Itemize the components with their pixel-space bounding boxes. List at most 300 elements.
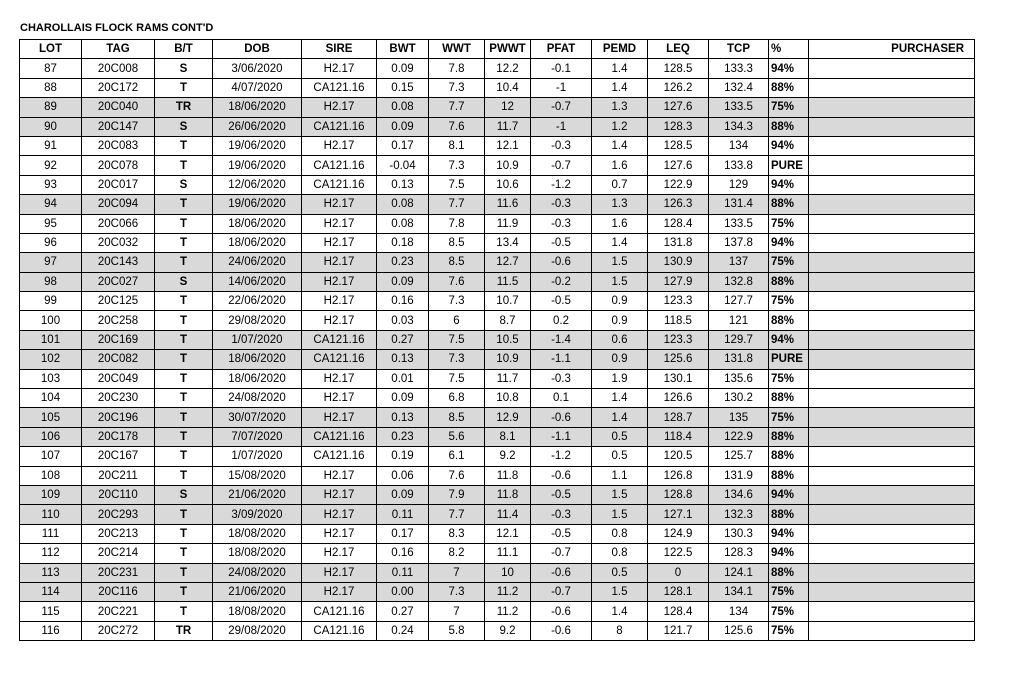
tag-cell: 20C231 <box>82 563 155 582</box>
pwwt-cell: 12 <box>485 98 531 117</box>
percent-cell: 75% <box>769 253 809 272</box>
dob-cell: 29/08/2020 <box>213 311 302 330</box>
pfat-cell: -0.7 <box>531 156 592 175</box>
wwt-cell: 8.5 <box>429 408 485 427</box>
tag-cell: 20C147 <box>82 117 155 136</box>
tcp-cell: 134 <box>709 602 769 621</box>
wwt-cell: 7.7 <box>429 505 485 524</box>
purchaser-cell <box>809 524 975 543</box>
tag-cell: 20C178 <box>82 427 155 446</box>
bt-cell: T <box>155 311 213 330</box>
table-row <box>20 233 975 252</box>
pemd-cell: 1.1 <box>592 466 648 485</box>
wwt-cell: 7.6 <box>429 117 485 136</box>
sire-cell: H2.17 <box>302 59 377 78</box>
pemd-cell: 1.3 <box>592 98 648 117</box>
lot-cell: 109 <box>20 485 82 504</box>
percent-cell: 88% <box>769 78 809 97</box>
bt-cell: T <box>155 253 213 272</box>
pfat-cell: -0.7 <box>531 98 592 117</box>
tcp-cell: 132.4 <box>709 78 769 97</box>
pemd-cell: 1.4 <box>592 602 648 621</box>
pfat-cell: -0.5 <box>531 292 592 311</box>
wwt-cell: 6.8 <box>429 389 485 408</box>
column-header-sire: SIRE <box>302 40 377 59</box>
wwt-cell: 7.6 <box>429 272 485 291</box>
sire-cell: CA121.16 <box>302 447 377 466</box>
tag-cell: 20C094 <box>82 195 155 214</box>
pemd-cell: 1.5 <box>592 485 648 504</box>
pfat-cell: -0.3 <box>531 369 592 388</box>
leq-cell: 128.4 <box>648 602 709 621</box>
purchaser-cell <box>809 117 975 136</box>
bwt-cell: 0.08 <box>377 98 429 117</box>
pwwt-cell: 11.7 <box>485 369 531 388</box>
sire-cell: H2.17 <box>302 233 377 252</box>
column-header-pemd: PEMD <box>592 40 648 59</box>
lot-cell: 100 <box>20 311 82 330</box>
table-row <box>20 156 975 175</box>
bwt-cell: 0.24 <box>377 621 429 640</box>
dob-cell: 1/07/2020 <box>213 330 302 349</box>
pwwt-cell: 12.1 <box>485 136 531 155</box>
pemd-cell: 1.4 <box>592 59 648 78</box>
bwt-cell: 0.17 <box>377 136 429 155</box>
wwt-cell: 7.6 <box>429 466 485 485</box>
leq-cell: 127.6 <box>648 98 709 117</box>
table-row <box>20 466 975 485</box>
sire-cell: H2.17 <box>302 311 377 330</box>
tcp-cell: 129 <box>709 175 769 194</box>
wwt-cell: 6 <box>429 311 485 330</box>
tcp-cell: 131.9 <box>709 466 769 485</box>
tag-cell: 20C272 <box>82 621 155 640</box>
dob-cell: 24/08/2020 <box>213 389 302 408</box>
tcp-cell: 130.2 <box>709 389 769 408</box>
leq-cell: 120.5 <box>648 447 709 466</box>
sire-cell: H2.17 <box>302 466 377 485</box>
sire-cell: CA121.16 <box>302 78 377 97</box>
purchaser-cell <box>809 175 975 194</box>
tag-cell: 20C167 <box>82 447 155 466</box>
dob-cell: 21/06/2020 <box>213 485 302 504</box>
purchaser-cell <box>809 621 975 640</box>
pwwt-cell: 13.4 <box>485 233 531 252</box>
column-header-pwwt: PWWT <box>485 40 531 59</box>
tag-cell: 20C211 <box>82 466 155 485</box>
dob-cell: 7/07/2020 <box>213 427 302 446</box>
percent-cell: 88% <box>769 427 809 446</box>
tag-cell: 20C027 <box>82 272 155 291</box>
dob-cell: 18/06/2020 <box>213 233 302 252</box>
dob-cell: 26/06/2020 <box>213 117 302 136</box>
table-row <box>20 98 975 117</box>
bwt-cell: 0.11 <box>377 505 429 524</box>
bwt-cell: -0.04 <box>377 156 429 175</box>
percent-cell: 75% <box>769 408 809 427</box>
leq-cell: 128.7 <box>648 408 709 427</box>
bt-cell: T <box>155 544 213 563</box>
lot-cell: 107 <box>20 447 82 466</box>
dob-cell: 24/06/2020 <box>213 253 302 272</box>
pwwt-cell: 11.8 <box>485 466 531 485</box>
bt-cell: T <box>155 330 213 349</box>
bt-cell: T <box>155 292 213 311</box>
sire-cell: H2.17 <box>302 272 377 291</box>
leq-cell: 122.9 <box>648 175 709 194</box>
tcp-cell: 127.7 <box>709 292 769 311</box>
tcp-cell: 130.3 <box>709 524 769 543</box>
pwwt-cell: 10.9 <box>485 156 531 175</box>
percent-cell: 75% <box>769 369 809 388</box>
wwt-cell: 7.3 <box>429 292 485 311</box>
pwwt-cell: 10.7 <box>485 292 531 311</box>
bwt-cell: 0.06 <box>377 466 429 485</box>
purchaser-cell <box>809 233 975 252</box>
sire-cell: H2.17 <box>302 214 377 233</box>
pwwt-cell: 11.1 <box>485 544 531 563</box>
sire-cell: H2.17 <box>302 505 377 524</box>
pfat-cell: -1.1 <box>531 427 592 446</box>
percent-cell: 88% <box>769 563 809 582</box>
sire-cell: H2.17 <box>302 389 377 408</box>
column-header-bt: B/T <box>155 40 213 59</box>
sire-cell: H2.17 <box>302 195 377 214</box>
percent-cell: 88% <box>769 447 809 466</box>
pwwt-cell: 11.7 <box>485 117 531 136</box>
sire-cell: H2.17 <box>302 98 377 117</box>
sire-cell: H2.17 <box>302 408 377 427</box>
sire-cell: CA121.16 <box>302 602 377 621</box>
tag-cell: 20C143 <box>82 253 155 272</box>
tcp-cell: 133.8 <box>709 156 769 175</box>
sire-cell: CA121.16 <box>302 350 377 369</box>
bt-cell: TR <box>155 98 213 117</box>
tag-cell: 20C017 <box>82 175 155 194</box>
lot-cell: 115 <box>20 602 82 621</box>
leq-cell: 130.1 <box>648 369 709 388</box>
dob-cell: 3/09/2020 <box>213 505 302 524</box>
sire-cell: H2.17 <box>302 136 377 155</box>
lot-cell: 110 <box>20 505 82 524</box>
sire-cell: H2.17 <box>302 524 377 543</box>
bwt-cell: 0.03 <box>377 311 429 330</box>
tag-cell: 20C221 <box>82 602 155 621</box>
bwt-cell: 0.27 <box>377 330 429 349</box>
pemd-cell: 1.5 <box>592 505 648 524</box>
table-row <box>20 136 975 155</box>
dob-cell: 4/07/2020 <box>213 78 302 97</box>
tcp-cell: 131.8 <box>709 350 769 369</box>
percent-cell: PURE <box>769 350 809 369</box>
pwwt-cell: 9.2 <box>485 447 531 466</box>
pfat-cell: -1.4 <box>531 330 592 349</box>
table-row <box>20 78 975 97</box>
wwt-cell: 8.1 <box>429 136 485 155</box>
column-header-pfat: PFAT <box>531 40 592 59</box>
tag-cell: 20C008 <box>82 59 155 78</box>
dob-cell: 1/07/2020 <box>213 447 302 466</box>
sire-cell: H2.17 <box>302 292 377 311</box>
wwt-cell: 7.5 <box>429 369 485 388</box>
tcp-cell: 134.1 <box>709 582 769 601</box>
column-header-bwt: BWT <box>377 40 429 59</box>
leq-cell: 127.6 <box>648 156 709 175</box>
lot-cell: 94 <box>20 195 82 214</box>
leq-cell: 130.9 <box>648 253 709 272</box>
table-header-row <box>20 40 975 59</box>
percent-cell: 94% <box>769 544 809 563</box>
tcp-cell: 121 <box>709 311 769 330</box>
pfat-cell: -1 <box>531 117 592 136</box>
bwt-cell: 0.16 <box>377 292 429 311</box>
lot-cell: 88 <box>20 78 82 97</box>
wwt-cell: 7.3 <box>429 78 485 97</box>
lot-cell: 116 <box>20 621 82 640</box>
pwwt-cell: 10.5 <box>485 330 531 349</box>
wwt-cell: 5.6 <box>429 427 485 446</box>
purchaser-cell <box>809 582 975 601</box>
table-row <box>20 330 975 349</box>
pfat-cell: -0.5 <box>531 233 592 252</box>
tag-cell: 20C214 <box>82 544 155 563</box>
tcp-cell: 125.6 <box>709 621 769 640</box>
table-row <box>20 350 975 369</box>
table-row <box>20 427 975 446</box>
sire-cell: CA121.16 <box>302 330 377 349</box>
dob-cell: 18/06/2020 <box>213 350 302 369</box>
percent-cell: 75% <box>769 602 809 621</box>
pwwt-cell: 10.8 <box>485 389 531 408</box>
wwt-cell: 6.1 <box>429 447 485 466</box>
bwt-cell: 0.01 <box>377 369 429 388</box>
bwt-cell: 0.09 <box>377 117 429 136</box>
table-row <box>20 563 975 582</box>
lot-cell: 98 <box>20 272 82 291</box>
lot-cell: 99 <box>20 292 82 311</box>
pemd-cell: 0.9 <box>592 311 648 330</box>
column-header-wwt: WWT <box>429 40 485 59</box>
leq-cell: 128.4 <box>648 214 709 233</box>
table-row <box>20 544 975 563</box>
leq-cell: 131.8 <box>648 233 709 252</box>
bt-cell: T <box>155 350 213 369</box>
wwt-cell: 7.5 <box>429 330 485 349</box>
column-header-tag: TAG <box>82 40 155 59</box>
bwt-cell: 0.09 <box>377 485 429 504</box>
table-row <box>20 272 975 291</box>
purchaser-cell <box>809 544 975 563</box>
purchaser-cell <box>809 447 975 466</box>
pwwt-cell: 10.9 <box>485 350 531 369</box>
column-header-dob: DOB <box>213 40 302 59</box>
tag-cell: 20C258 <box>82 311 155 330</box>
pfat-cell: -0.6 <box>531 621 592 640</box>
pfat-cell: -0.6 <box>531 563 592 582</box>
lot-cell: 96 <box>20 233 82 252</box>
bt-cell: T <box>155 524 213 543</box>
leq-cell: 128.8 <box>648 485 709 504</box>
percent-cell: 75% <box>769 98 809 117</box>
bwt-cell: 0.16 <box>377 544 429 563</box>
bwt-cell: 0.00 <box>377 582 429 601</box>
pfat-cell: -0.6 <box>531 253 592 272</box>
lot-cell: 114 <box>20 582 82 601</box>
bwt-cell: 0.13 <box>377 408 429 427</box>
pemd-cell: 1.4 <box>592 233 648 252</box>
bwt-cell: 0.27 <box>377 602 429 621</box>
lot-cell: 90 <box>20 117 82 136</box>
percent-cell: 88% <box>769 311 809 330</box>
pemd-cell: 1.3 <box>592 195 648 214</box>
pwwt-cell: 12.9 <box>485 408 531 427</box>
tcp-cell: 137 <box>709 253 769 272</box>
tag-cell: 20C116 <box>82 582 155 601</box>
dob-cell: 18/06/2020 <box>213 98 302 117</box>
wwt-cell: 7.3 <box>429 350 485 369</box>
wwt-cell: 8.2 <box>429 544 485 563</box>
pemd-cell: 0.5 <box>592 563 648 582</box>
table-row <box>20 195 975 214</box>
bt-cell: S <box>155 175 213 194</box>
sire-cell: CA121.16 <box>302 621 377 640</box>
table-row <box>20 117 975 136</box>
bt-cell: S <box>155 59 213 78</box>
percent-cell: 94% <box>769 136 809 155</box>
tag-cell: 20C172 <box>82 78 155 97</box>
dob-cell: 21/06/2020 <box>213 582 302 601</box>
bwt-cell: 0.08 <box>377 214 429 233</box>
sire-cell: H2.17 <box>302 563 377 582</box>
lot-cell: 111 <box>20 524 82 543</box>
leq-cell: 127.9 <box>648 272 709 291</box>
bt-cell: S <box>155 272 213 291</box>
table-row <box>20 582 975 601</box>
percent-cell: 75% <box>769 292 809 311</box>
sire-cell: CA121.16 <box>302 427 377 446</box>
table-row <box>20 389 975 408</box>
tcp-cell: 134.6 <box>709 485 769 504</box>
pwwt-cell: 11.5 <box>485 272 531 291</box>
tcp-cell: 133.5 <box>709 214 769 233</box>
pemd-cell: 8 <box>592 621 648 640</box>
purchaser-cell <box>809 505 975 524</box>
tag-cell: 20C032 <box>82 233 155 252</box>
tcp-cell: 129.7 <box>709 330 769 349</box>
tcp-cell: 132.3 <box>709 505 769 524</box>
purchaser-cell <box>809 330 975 349</box>
wwt-cell: 7.3 <box>429 156 485 175</box>
pwwt-cell: 10.4 <box>485 78 531 97</box>
bwt-cell: 0.13 <box>377 175 429 194</box>
wwt-cell: 7.5 <box>429 175 485 194</box>
dob-cell: 18/06/2020 <box>213 369 302 388</box>
bt-cell: T <box>155 389 213 408</box>
pwwt-cell: 12.2 <box>485 59 531 78</box>
pwwt-cell: 9.2 <box>485 621 531 640</box>
column-header-leq: LEQ <box>648 40 709 59</box>
bt-cell: T <box>155 427 213 446</box>
tag-cell: 20C082 <box>82 350 155 369</box>
sire-cell: H2.17 <box>302 369 377 388</box>
bt-cell: T <box>155 582 213 601</box>
tcp-cell: 124.1 <box>709 563 769 582</box>
leq-cell: 128.5 <box>648 59 709 78</box>
table-row <box>20 214 975 233</box>
percent-cell: 88% <box>769 195 809 214</box>
table-row <box>20 253 975 272</box>
wwt-cell: 7 <box>429 563 485 582</box>
wwt-cell: 8.5 <box>429 253 485 272</box>
leq-cell: 128.3 <box>648 117 709 136</box>
percent-cell: 88% <box>769 272 809 291</box>
purchaser-cell <box>809 78 975 97</box>
dob-cell: 30/07/2020 <box>213 408 302 427</box>
pemd-cell: 1.9 <box>592 369 648 388</box>
wwt-cell: 7.8 <box>429 214 485 233</box>
percent-cell: PURE <box>769 156 809 175</box>
column-header-purchaser: PURCHASER <box>809 40 975 59</box>
pfat-cell: -0.6 <box>531 602 592 621</box>
percent-cell: 88% <box>769 117 809 136</box>
tag-cell: 20C196 <box>82 408 155 427</box>
pfat-cell: -1.2 <box>531 447 592 466</box>
bt-cell: T <box>155 195 213 214</box>
dob-cell: 18/08/2020 <box>213 524 302 543</box>
pemd-cell: 1.6 <box>592 156 648 175</box>
tcp-cell: 125.7 <box>709 447 769 466</box>
pfat-cell: -0.6 <box>531 408 592 427</box>
lot-cell: 113 <box>20 563 82 582</box>
pwwt-cell: 11.4 <box>485 505 531 524</box>
purchaser-cell <box>809 389 975 408</box>
wwt-cell: 8.3 <box>429 524 485 543</box>
pemd-cell: 0.9 <box>592 292 648 311</box>
bt-cell: T <box>155 156 213 175</box>
tcp-cell: 132.8 <box>709 272 769 291</box>
pemd-cell: 0.6 <box>592 330 648 349</box>
bwt-cell: 0.23 <box>377 427 429 446</box>
percent-cell: 75% <box>769 214 809 233</box>
pwwt-cell: 11.8 <box>485 485 531 504</box>
pfat-cell: 0.1 <box>531 389 592 408</box>
tcp-cell: 133.5 <box>709 98 769 117</box>
tag-cell: 20C049 <box>82 369 155 388</box>
lot-cell: 97 <box>20 253 82 272</box>
pwwt-cell: 10.6 <box>485 175 531 194</box>
column-header-lot: LOT <box>20 40 82 59</box>
purchaser-cell <box>809 59 975 78</box>
bt-cell: T <box>155 466 213 485</box>
document-title: CHAROLLAIS FLOCK RAMS CONT'D <box>20 22 214 34</box>
tag-cell: 20C293 <box>82 505 155 524</box>
pemd-cell: 0.5 <box>592 447 648 466</box>
pemd-cell: 1.6 <box>592 214 648 233</box>
table-row <box>20 485 975 504</box>
percent-cell: 94% <box>769 175 809 194</box>
pemd-cell: 0.7 <box>592 175 648 194</box>
pfat-cell: -0.3 <box>531 195 592 214</box>
tag-cell: 20C040 <box>82 98 155 117</box>
bt-cell: T <box>155 233 213 252</box>
purchaser-cell <box>809 98 975 117</box>
pfat-cell: -0.3 <box>531 505 592 524</box>
pwwt-cell: 11.9 <box>485 214 531 233</box>
bt-cell: T <box>155 408 213 427</box>
tcp-cell: 135.6 <box>709 369 769 388</box>
percent-cell: 75% <box>769 621 809 640</box>
table-row <box>20 621 975 640</box>
